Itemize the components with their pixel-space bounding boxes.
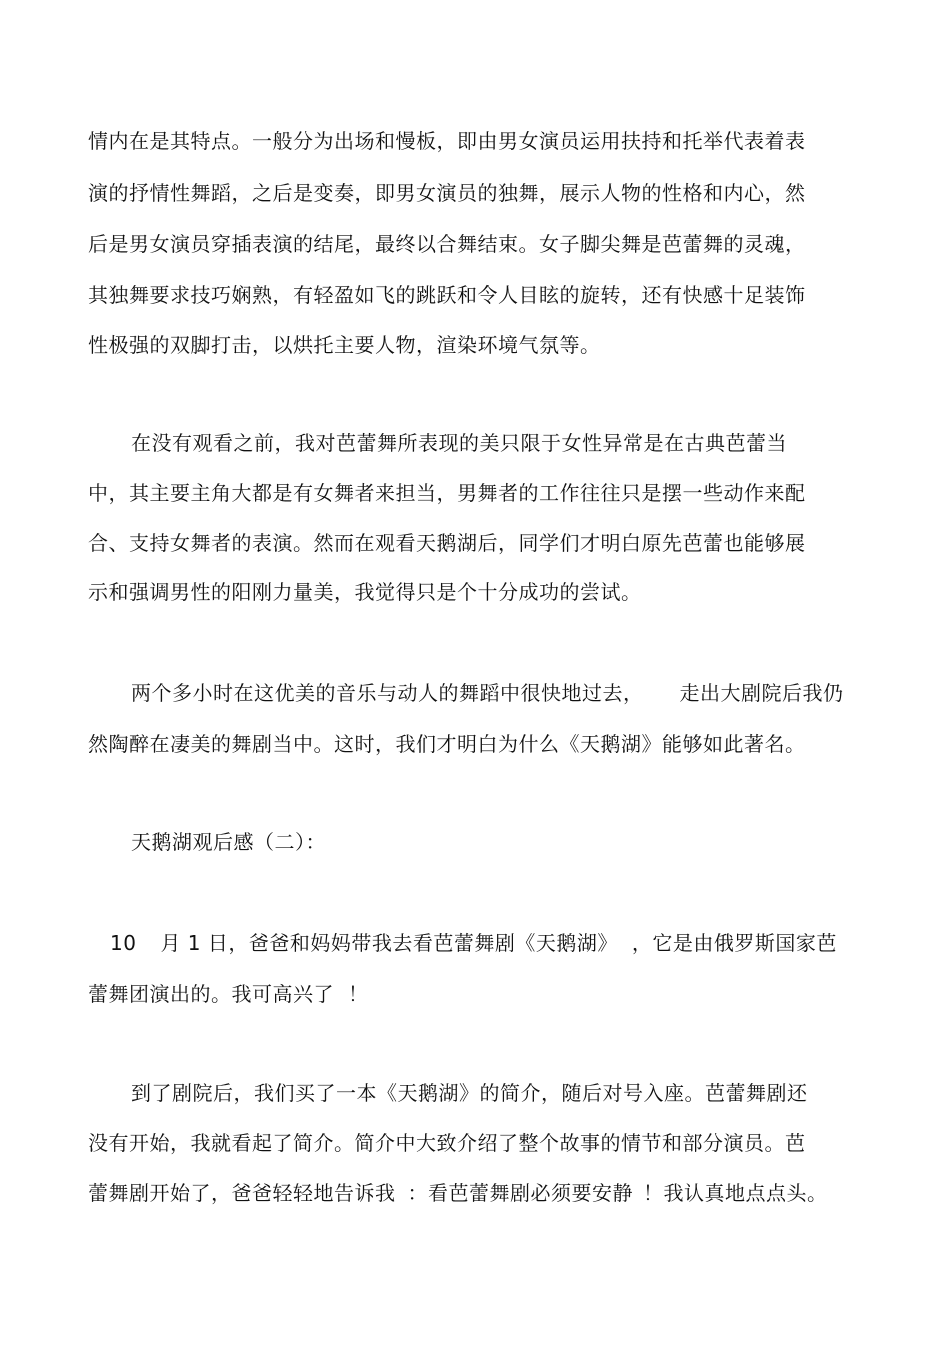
text-segment: ！我认真地点点头。 bbox=[643, 1181, 828, 1205]
text-segment: ，它是由俄罗斯国家芭 bbox=[631, 931, 837, 955]
text-segment: 蕾舞剧开始了，爸爸轻轻地告诉我 bbox=[88, 1181, 396, 1205]
text-line bbox=[110, 930, 837, 956]
text-segment: 蕾舞团演出的。我可高兴了 bbox=[88, 982, 334, 1006]
text-segment: 月 1 日，爸爸和妈妈带我去看芭蕾舞剧《天鹅湖》 bbox=[160, 931, 618, 955]
text-line bbox=[88, 981, 369, 1007]
text-line: 演的抒情性舞蹈，之后是变奏，即男女演员的独舞，展示人物的性格和内心，然 bbox=[88, 181, 806, 205]
text-line: 到了剧院后，我们买了一本《天鹅湖》的简介，随后对号入座。芭蕾舞剧还 bbox=[131, 1081, 808, 1105]
text-segment: ！ bbox=[348, 982, 369, 1006]
text-line: 在没有观看之前，我对芭蕾舞所表现的美只限于女性异常是在古典芭蕾当 bbox=[131, 431, 787, 455]
text-line: 示和强调男性的阳刚力量美，我觉得只是个十分成功的尝试。 bbox=[88, 580, 642, 604]
heading-line: 天鹅湖观后感（二）： bbox=[131, 830, 326, 854]
text-line: 其独舞要求技巧娴熟，有轻盈如飞的跳跃和令人目眩的旋转，还有快感十足装饰 bbox=[88, 283, 806, 307]
text-line bbox=[131, 680, 844, 706]
text-segment: 10 bbox=[110, 931, 137, 955]
text-segment: 走出大剧院后我仍 bbox=[679, 681, 844, 705]
text-line bbox=[88, 1180, 828, 1206]
text-segment: ：看芭蕾舞剧必须要安静 bbox=[407, 1181, 633, 1205]
text-line: 性极强的双脚打击，以烘托主要人物，渲染环境气氛等。 bbox=[88, 333, 601, 357]
text-line: 合、支持女舞者的表演。然而在观看天鹅湖后，同学们才明白原先芭蕾也能够展 bbox=[88, 531, 806, 555]
text-line: 没有开始，我就看起了简介。简介中大致介绍了整个故事的情节和部分演员。芭 bbox=[88, 1131, 806, 1155]
text-line: 后是男女演员穿插表演的结尾，最终以合舞结束。女子脚尖舞是芭蕾舞的灵魂， bbox=[88, 232, 806, 256]
text-line: 然陶醉在凄美的舞剧当中。这时，我们才明白为什么《天鹅湖》能够如此著名。 bbox=[88, 732, 806, 756]
text-line: 中，其主要主角大都是有女舞者来担当，男舞者的工作往往只是摆一些动作来配 bbox=[88, 481, 806, 505]
text-segment: 两个多小时在这优美的音乐与动人的舞蹈中很快地过去， bbox=[131, 681, 644, 705]
text-line: 情内在是其特点。一般分为出场和慢板，即由男女演员运用扶持和托举代表着表 bbox=[88, 129, 806, 153]
